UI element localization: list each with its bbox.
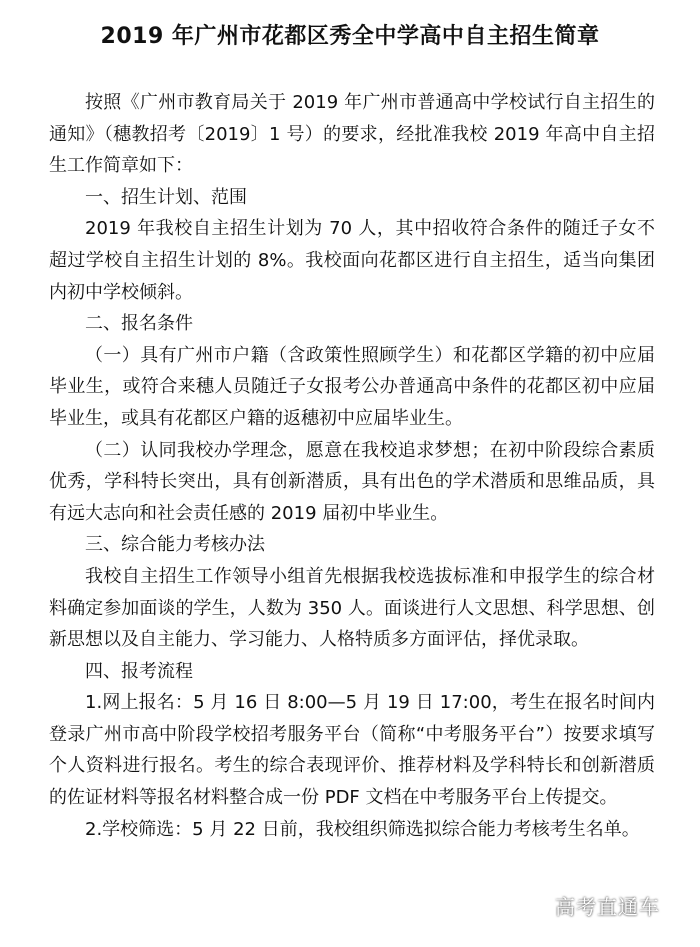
section-heading-assessment: 三、综合能力考核办法 [85, 534, 265, 556]
document-body [49, 87, 655, 845]
eligibility-paragraph-2: （二）认同我校办学理念，愿意在我校追求梦想；在初中阶段综合素质优秀，学科特长突出，具有创新潜质，具有出色的学术潜质和思维品质，具有远大志向和社会责任感的 2019 届初中毕业生。 [49, 439, 655, 524]
section-heading-eligibility: 二、报名条件 [85, 313, 193, 335]
eligibility-paragraph-1: （一）具有广州市户籍（含政策性照顾学生）和花都区学籍的初中应届毕业生，或符合来穗人员随迁子女报考公办普通高中条件的花都区初中应届毕业生，或具有花都区户籍的返穗初中应届毕业生。 [49, 344, 655, 429]
process-step-school-screening: 2.学校筛选：5 月 22 日前，我校组织筛选拟综合能力考核考生名单。 [85, 818, 640, 840]
section-heading-process: 四、报考流程 [85, 660, 193, 682]
process-step-online-registration: 1.网上报名：5 月 16 日 8:00—5 月 19 日 17:00，考生在报名时间内登录广州市高中阶段学校招考服务平台（简称“中考服务平台”）按要求填写个人资料进行报名。考生的综合表现评价、推荐材料及学科特长和创新潜质的佐证材料等报名材料整合成一份 PDF 文档在中考服务平台上传提交。 [49, 692, 655, 809]
intro-paragraph: 按照《广州市教育局关于 2019 年广州市普通高中学校试行自主招生的通知》（穗教招考〔2019〕1 号）的要求，经批准我校 2019 年高中自主招生工作简章如下： [49, 92, 655, 177]
enrollment-plan-paragraph: 2019 年我校自主招生计划为 70 人，其中招收符合条件的随迁子女不超过学校自主招生计划的 8%。我校面向花都区进行自主招生，适当向集团内初中学校倾斜。 [49, 218, 655, 303]
assessment-paragraph: 我校自主招生工作领导小组首先根据我校选拔标准和申报学生的综合材料确定参加面谈的学生，人数为 350 人。面谈进行人文思想、科学思想、创新思想以及自主能力、学习能力、人格特质多方面评估，择优录取。 [49, 565, 655, 651]
document-title: 2019 年广州市花都区秀全中学高中自主招生简章 [100, 24, 600, 49]
section-heading-enrollment-plan: 一、招生计划、范围 [85, 186, 247, 208]
watermark-text: 高考直通车 [555, 895, 660, 919]
